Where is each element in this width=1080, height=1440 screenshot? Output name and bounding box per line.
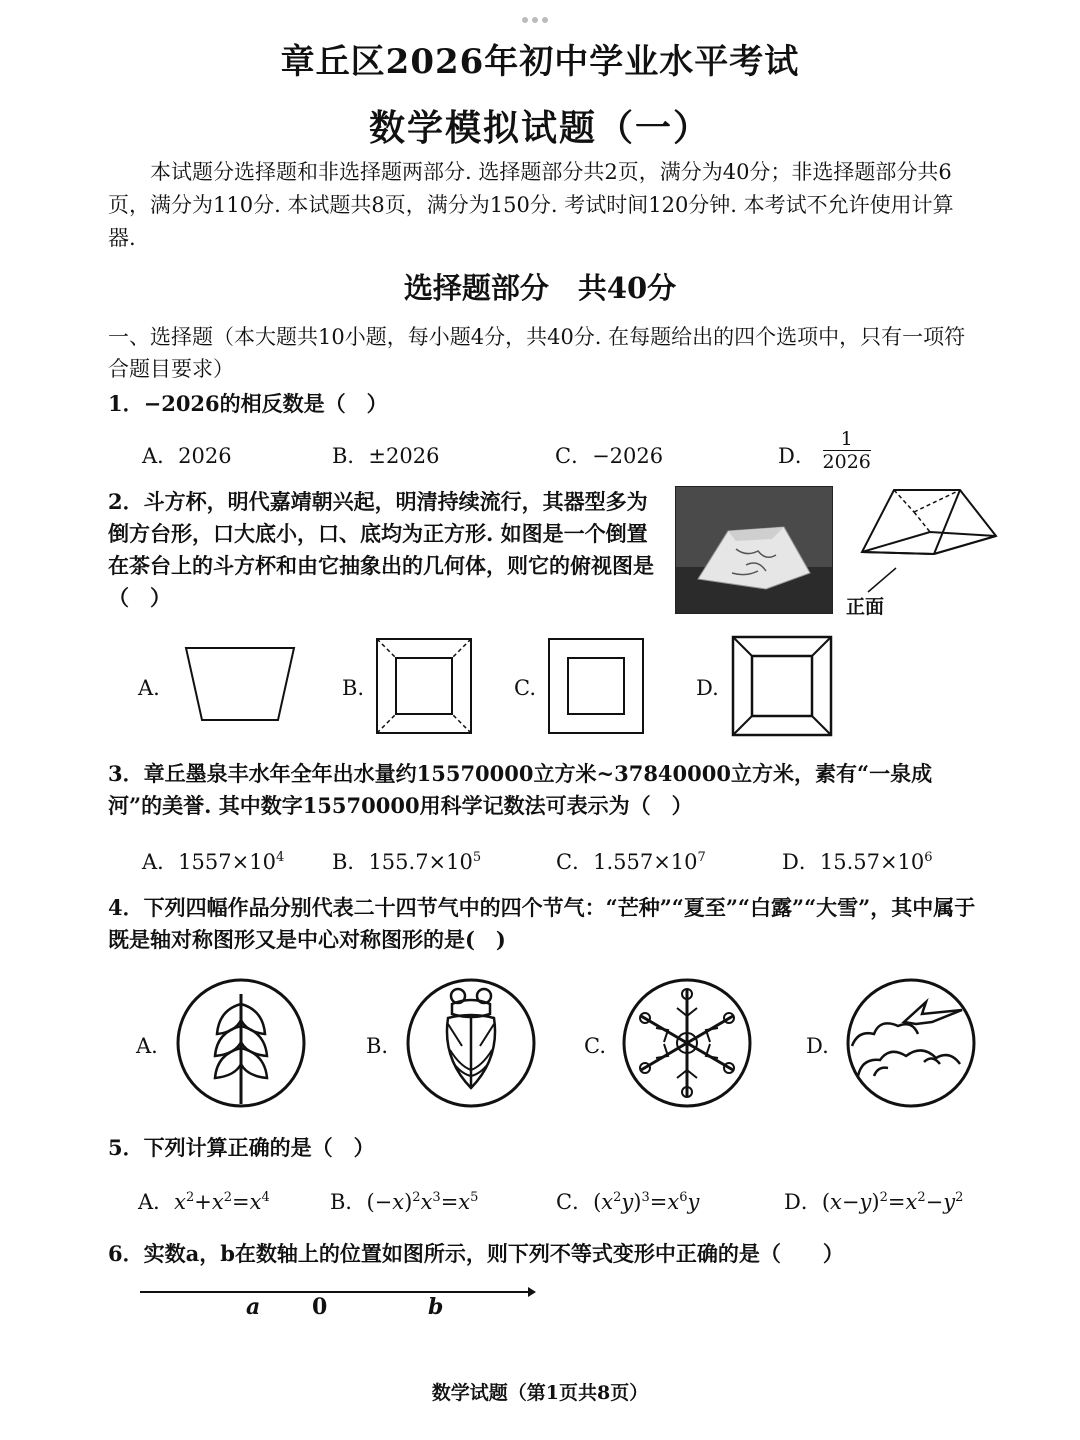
q1-fraction-numerator: 1 [823, 428, 871, 451]
q5-option-b[interactable]: B．$(-x)^2x^3=x^5$ [330, 1190, 479, 1214]
q5-b-label: B． [330, 1190, 367, 1214]
q5-option-d[interactable]: D．$(x-y)^2=x^2-y^2$ [784, 1190, 964, 1214]
crane-cloud-icon[interactable] [844, 976, 978, 1110]
q4-option-c-label[interactable]: C. [584, 1034, 606, 1058]
q3-b-value: 155.7×10 [368, 850, 473, 874]
q3-b-exponent: 5 [472, 850, 482, 865]
exam-subtitle: 数学模拟试题（一） [368, 107, 711, 149]
number-line-label-zero: 0 [312, 1294, 328, 1320]
q1-option-d[interactable] [778, 428, 871, 473]
number-line-label-a: a [246, 1294, 261, 1320]
q4-option-b-label[interactable]: B. [366, 1034, 389, 1058]
cicada-icon[interactable] [404, 976, 538, 1110]
q1-option-a[interactable]: A．2026 [142, 444, 232, 468]
q4-option-a-label[interactable]: A. [136, 1034, 158, 1058]
q3-c-value: 1.557×10 [593, 850, 698, 874]
q1-option-b[interactable]: B．±2026 [332, 444, 440, 468]
question-1-stem: 1．−2026的相反数是（ ） [108, 391, 388, 416]
front-label: 正面 [846, 596, 885, 618]
q3-b-label: B． [332, 850, 369, 874]
q3-a-label: A． [142, 850, 179, 874]
part-instruction: 一、选择题（本大题共10小题，每小题4分，共40分. 在每题给出的四个选项中，只有一项符合题目要求） [108, 325, 966, 381]
q1-option-d-label: D． [778, 444, 816, 468]
section-title: 选择题部分 共40分 [403, 271, 677, 305]
q3-option-d[interactable] [782, 846, 933, 876]
question-5-stem: 5．下列计算正确的是（ ） [108, 1135, 375, 1160]
number-line [140, 1280, 536, 1300]
q3-a-value: 1557×10 [178, 850, 276, 874]
q3-d-value: 15.57×10 [819, 850, 925, 874]
q3-option-b[interactable] [332, 846, 481, 876]
question-4-stem: 4．下列四幅作品分别代表二十四节气中的四个节气：“芒种”“夏至”“白露”“大雪”，其中属于既是轴对称图形又是中心对称图形的是( ) [108, 895, 976, 952]
q2-option-d-label[interactable]: D. [696, 676, 719, 700]
dou-fang-cup-photo [675, 486, 833, 614]
question-6-stem: 6．实数a，b在数轴上的位置如图所示，则下列不等式变形中正确的是（ ） [108, 1241, 844, 1266]
q5-d-label: D． [784, 1190, 822, 1214]
q5-option-c[interactable]: C．$(x^2y)^3=x^6y$ [556, 1190, 700, 1214]
q3-option-a[interactable] [142, 846, 284, 876]
q2-option-c-label[interactable]: C. [514, 676, 536, 700]
q2-option-c-figure[interactable] [546, 636, 646, 736]
q3-d-exponent: 6 [924, 850, 933, 865]
q2-option-a-figure[interactable] [180, 644, 300, 726]
q3-d-label: D． [782, 850, 820, 874]
q1-fraction-denominator: 2026 [822, 451, 871, 473]
q5-a-label: A． [138, 1190, 175, 1214]
q2-option-b-label[interactable]: B. [342, 676, 365, 700]
q2-option-a-label[interactable]: A. [138, 676, 160, 700]
q3-c-exponent: 7 [697, 850, 706, 865]
q1-fraction [823, 428, 871, 473]
question-2-stem: 2．斗方杯，明代嘉靖朝兴起，明清持续流行，其器型多为倒方台形，口大底小，口、底均为正方形. 如图是一个倒置在茶台上的斗方杯和由它抽象出的几何体，则它的俯视图是（ ） [108, 489, 654, 610]
intro-text: 本试题分选择题和非选择题两部分. 选择题部分共2页，满分为40分；非选择题部分共6页，满分为110分. 本试题共8页，满分为150分. 考试时间120分钟. 本考试不允许使用计算器. [108, 160, 954, 250]
snowflake-icon[interactable] [620, 976, 754, 1110]
q2-option-b-figure[interactable] [374, 636, 474, 736]
q3-c-label: C． [556, 850, 594, 874]
q3-option-c[interactable] [556, 846, 706, 876]
q3-a-exponent: 4 [275, 850, 285, 865]
wheat-icon[interactable] [174, 976, 308, 1110]
number-line-label-b: b [428, 1294, 444, 1320]
question-3-stem: 3．章丘墨泉丰水年全年出水量约15570000立方米~37840000立方米，素有“一泉成河”的美誉. 其中数字15570000用科学记数法可表示为（ ） [108, 761, 933, 818]
q2-option-d-figure[interactable] [730, 634, 834, 738]
q1-option-c[interactable]: C．−2026 [555, 444, 664, 468]
q5-option-a[interactable]: A．$x^2+x^2=x^4$ [138, 1190, 270, 1214]
q5-c-label: C． [556, 1190, 594, 1214]
menu-dots[interactable] [522, 8, 558, 18]
exam-title: 章丘区2026年初中学业水平考试 [280, 42, 800, 82]
page-footer: 数学试题（第1页共8页） [431, 1382, 649, 1404]
q4-option-d-label[interactable]: D. [806, 1034, 829, 1058]
